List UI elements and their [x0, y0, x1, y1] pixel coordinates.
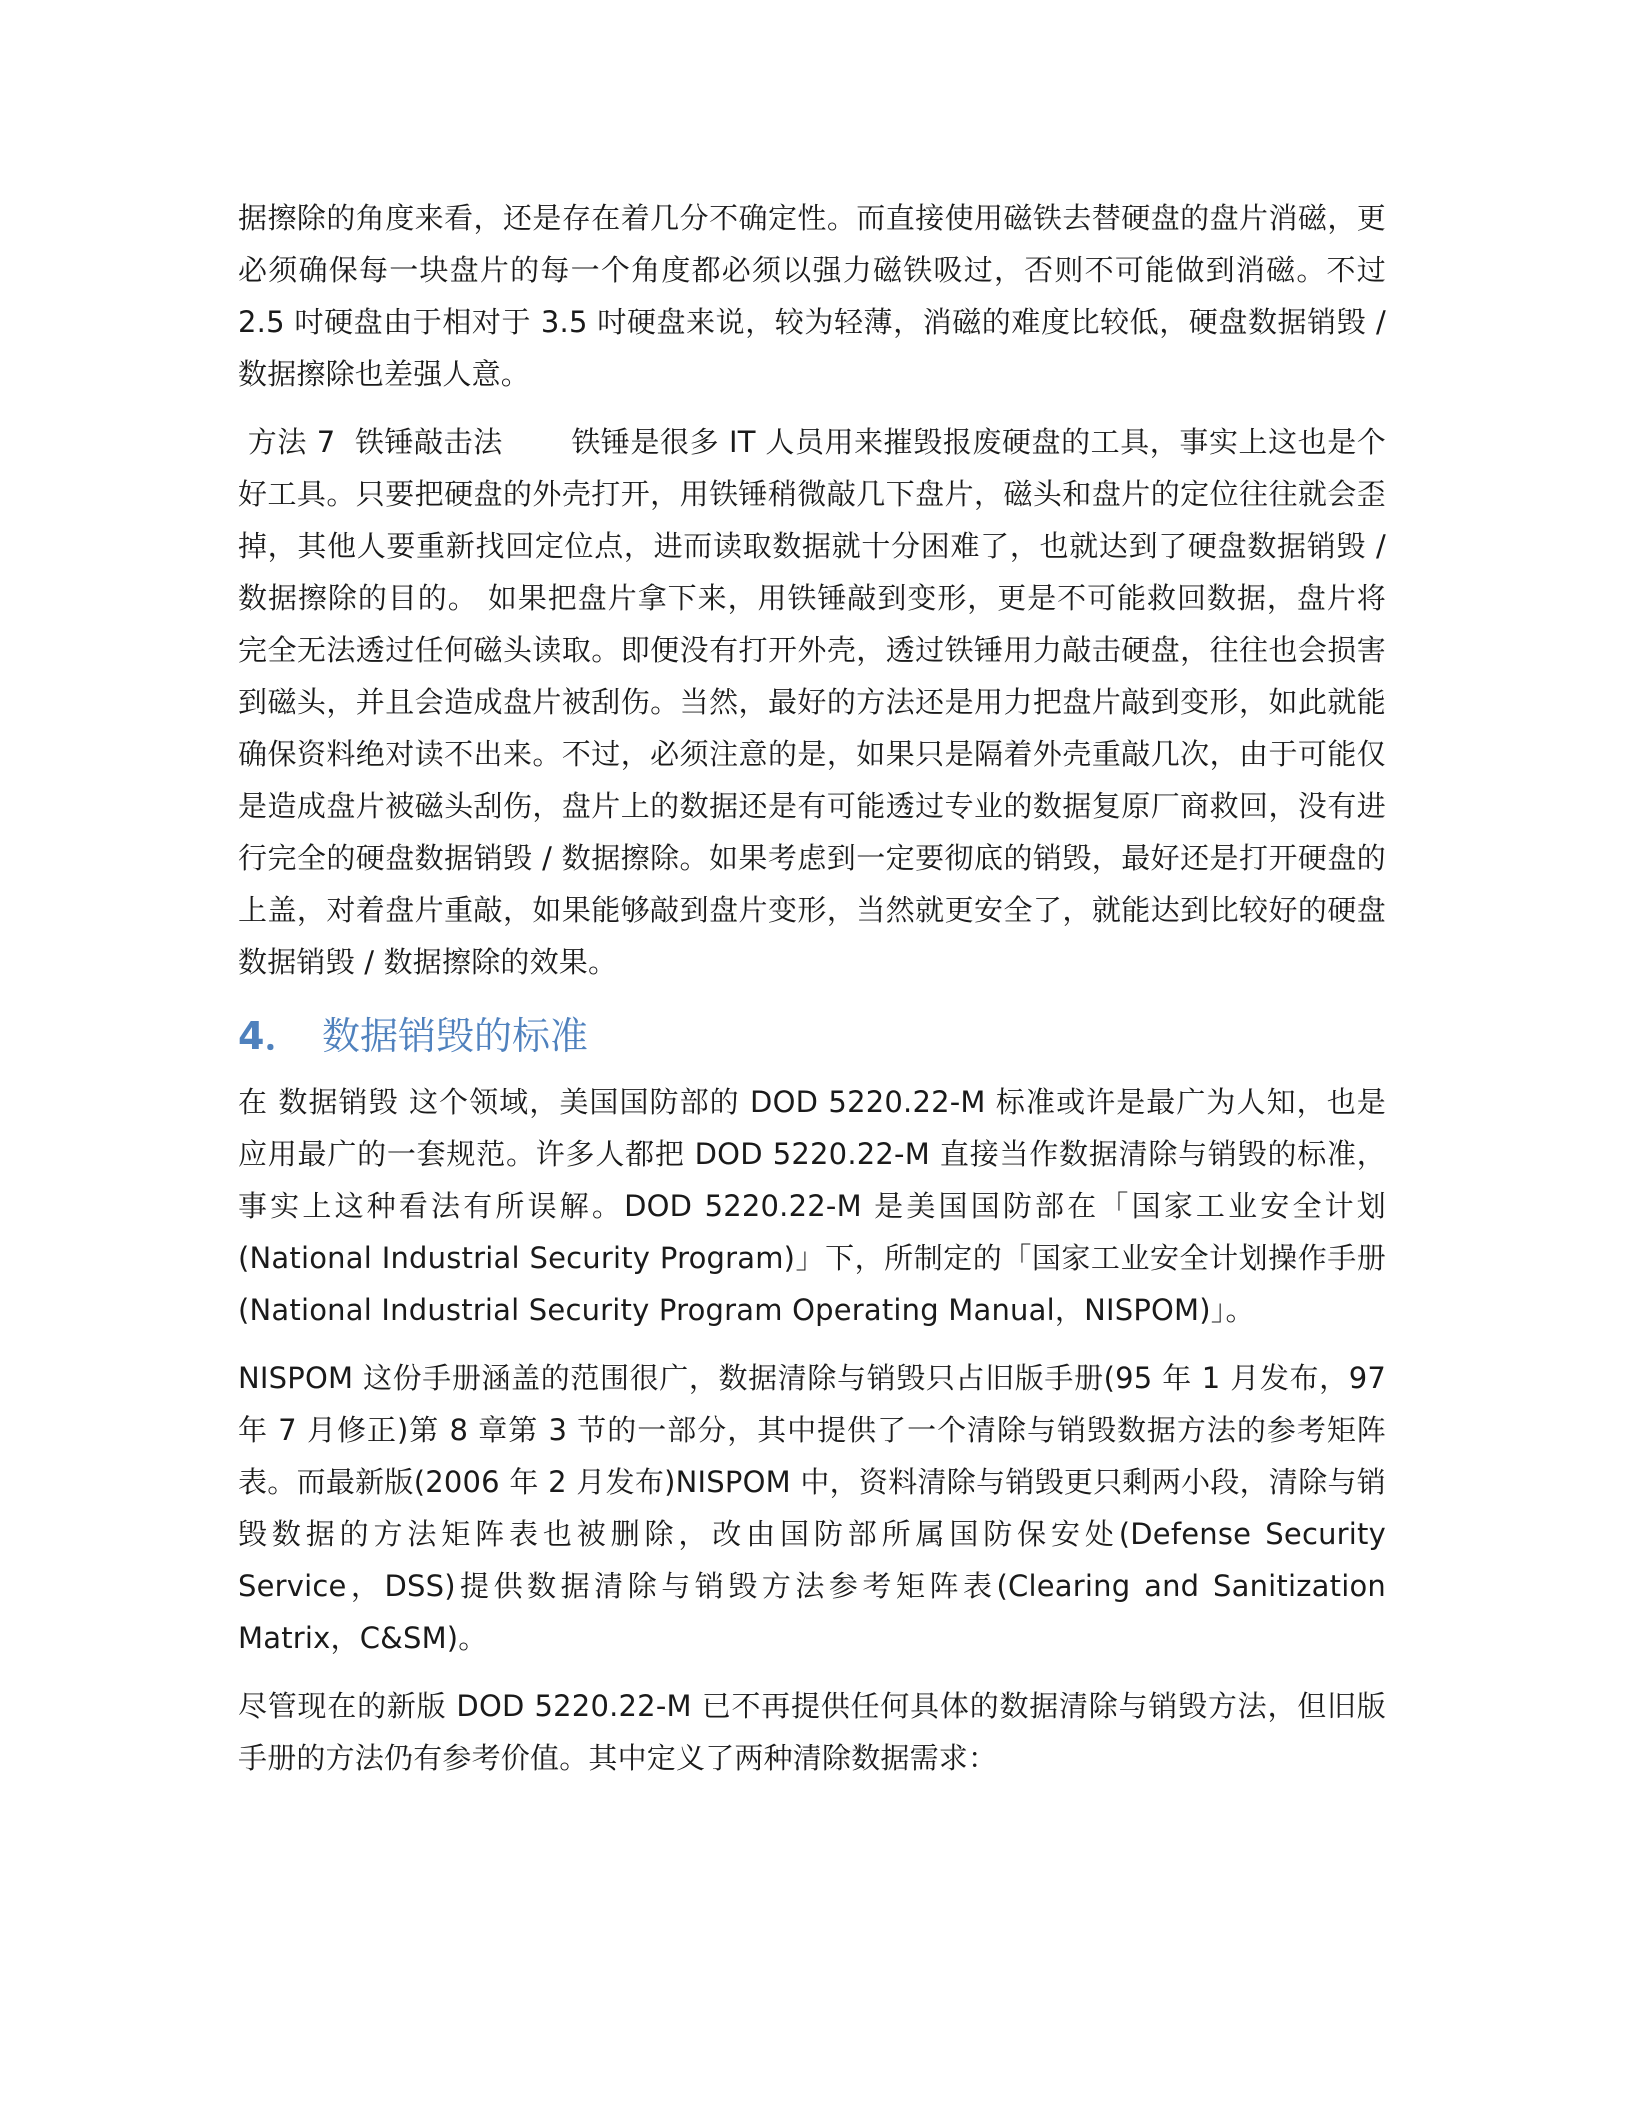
- paragraph-reference-value: 尽管现在的新版 DOD 5220.22-M 已不再提供任何具体的数据清除与销毁方法，但旧版手册的方法仍有参考价值。其中定义了两种清除数据需求：: [238, 1689, 1386, 1775]
- method-7-body: 铁锤是很多 IT 人员用来摧毁报废硬盘的工具，事实上这也是个好工具。只要把硬盘的外壳打开，用铁锤稍微敲几下盘片，磁头和盘片的定位往往就会歪掉，其他人要重新找回定位点，进而读取数据就十分困难了，也就达到了硬盘数据销毁 / 数据擦除的目的。 如果把盘片拿下来，用铁锤敲到变形，更是不可能救回数据，盘片将完全无法透过任何磁头读取。即便没有打开外壳，透过铁锤用力敲击硬盘，往往也会损害到磁头，并且会造成盘片被刮伤。当然，最好的方法还是用力把盘片敲到变形，如此就能确保资料绝对读不出来。不过，必须注意的是，如果只是隔着外壳重敲几次，由于可能仅是造成盘片被磁头刮伤，盘片上的数据还是有可能透过专业的数据复原厂商救回，没有进行完全的硬盘数据销毁 / 数据擦除。如果考虑到一定要彻底的销毁，最好还是打开硬盘的上盖，对着盘片重敲，如果能够敲到盘片变形，当然就更安全了，就能达到比较好的硬盘数据销毁 / 数据擦除的效果。: [238, 425, 1386, 979]
- paragraph-dod-5220: 在 数据销毁 这个领域，美国国防部的 DOD 5220.22-M 标准或许是最广为人知，也是应用最广的一套规范。许多人都把 DOD 5220.22-M 直接当作数据清除与销毁的标准，事实上这种看法有所误解。DOD 5220.22-M 是美国国防部在「国家工业安全计划(National Industrial Security Program)」下，所制定的「国家工业安全计划操作手册(National Industrial Security Program Operating Manual，NISPOM)」。: [238, 1085, 1386, 1327]
- paragraph-degauss-conclusion: 据擦除的角度来看，还是存在着几分不确定性。而直接使用磁铁去替硬盘的盘片消磁，更必须确保每一块盘片的每一个角度都必须以强力磁铁吸过，否则不可能做到消磁。不过 2.5 吋硬盘由于相对于 3.5 吋硬盘来说，较为轻薄，消磁的难度比较低，硬盘数据销毁 / 数据擦除也差强人意。: [238, 201, 1386, 391]
- paragraph-nispom: NISPOM 这份手册涵盖的范围很广，数据清除与销毁只占旧版手册(95 年 1 月发布，97 年 7 月修正)第 8 章第 3 节的一部分，其中提供了一个清除与销毁数据方法的参考矩阵表。而最新版(2006 年 2 月发布)NISPOM 中，资料清除与销毁更只剩两小段，清除与销毁数据的方法矩阵表也被删除，改由国防部所属国防保安处(Defense Security Service，DSS)提供数据清除与销毁方法参考矩阵表(Clearing and Sanitization Matrix，C&SM)。: [238, 1361, 1386, 1655]
- section-number: 4．: [238, 1014, 303, 1058]
- paragraph-method-7-hammer: [238, 416, 1386, 988]
- method-7-label: 方法 7 铁锤敲击法: [238, 425, 572, 459]
- document-page: [238, 192, 1386, 1784]
- section-heading-4: [238, 1006, 1386, 1066]
- section-title: 数据销毁的标准: [322, 1014, 589, 1058]
